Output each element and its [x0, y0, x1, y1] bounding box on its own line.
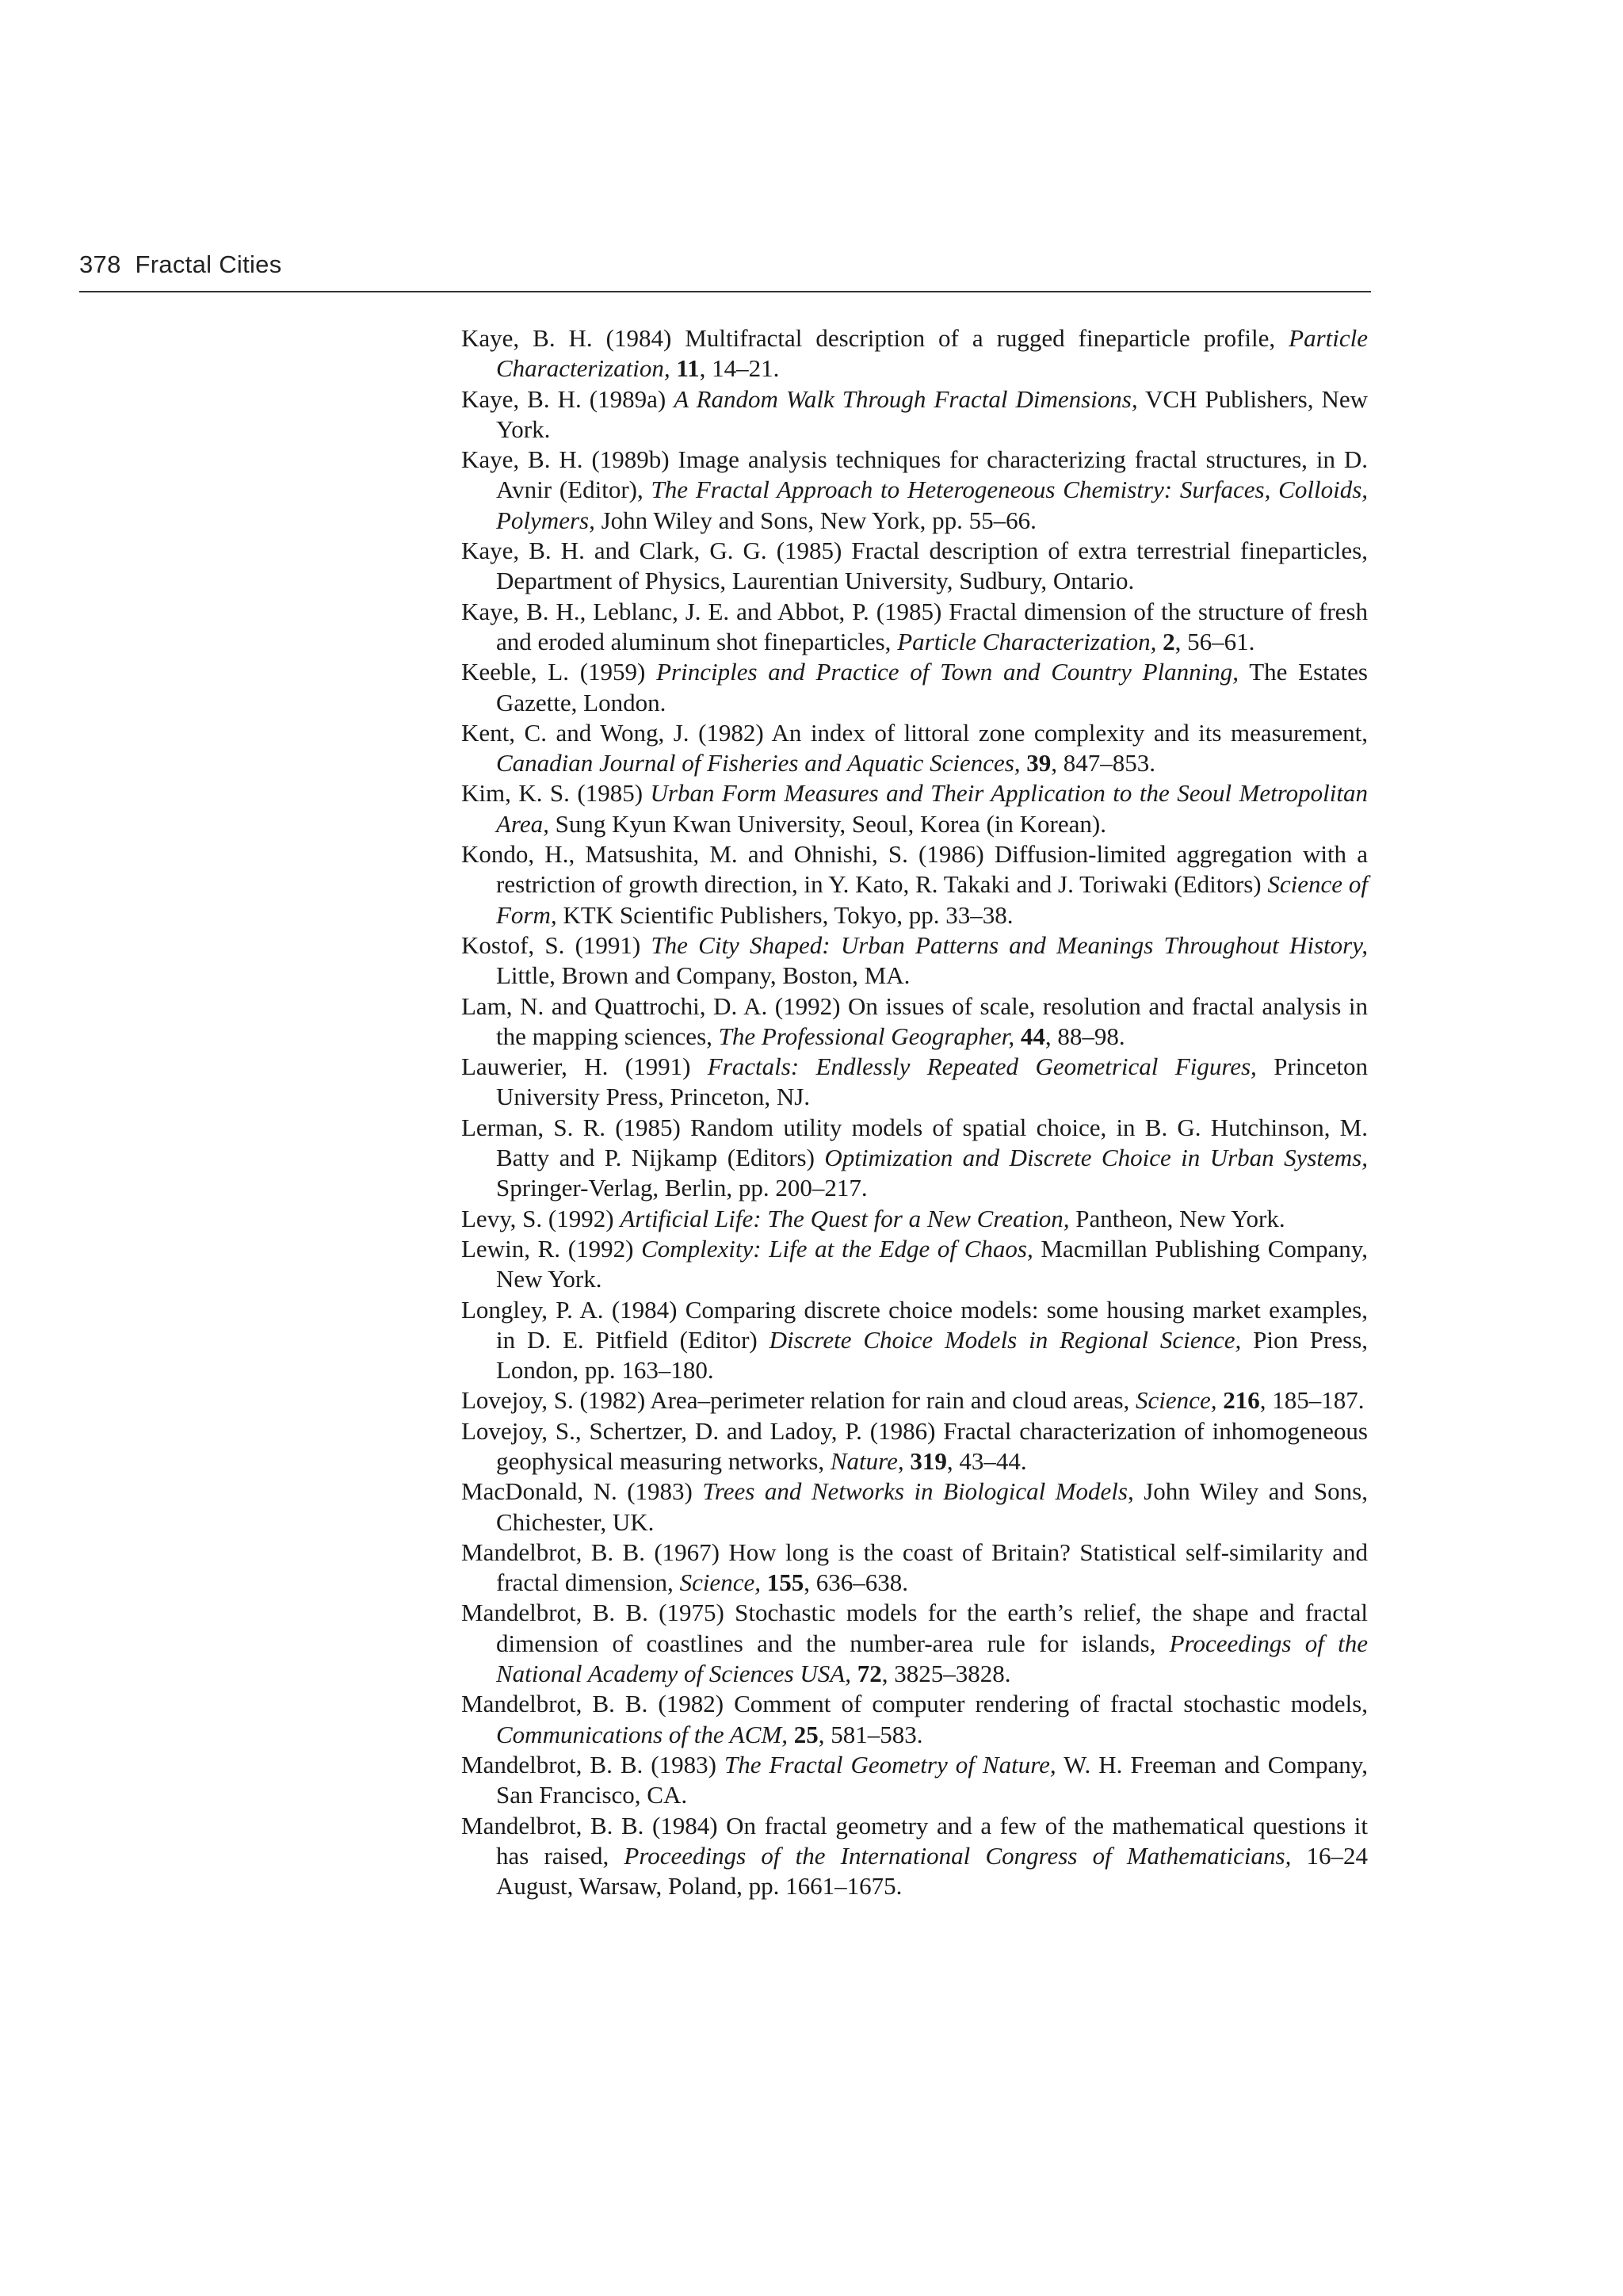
- reference-text: , 636–638.: [804, 1568, 908, 1597]
- reference-title: The City Shaped: Urban Patterns and Meanings Throughout History,: [651, 930, 1368, 959]
- reference-title: Urban Form Measures and Their Application to the Seoul Metropolitan Area,: [496, 779, 1369, 838]
- reference-title: Fractals: Endlessly Repeated Geometrical Figures,: [707, 1052, 1257, 1081]
- reference-entry: [461, 1477, 1368, 1538]
- reference-entry: [461, 1113, 1368, 1204]
- reference-text: Princeton University Press, Princeton, NJ.: [496, 1052, 1368, 1111]
- reference-title: The Fractal Geometry of Nature,: [724, 1750, 1056, 1778]
- reference-title: Proceedings of the International Congress of Mathematicians,: [624, 1841, 1292, 1870]
- reference-text: W. H. Freeman and Company, San Francisco, CA.: [496, 1750, 1368, 1809]
- reference-text: KTK Scientific Publishers, Tokyo, pp. 33–38.: [556, 900, 1014, 929]
- reference-entry: [461, 445, 1368, 536]
- reference-title: The Professional Geographer,: [718, 1022, 1015, 1050]
- reference-entry: [461, 384, 1368, 445]
- reference-text: Mandelbrot, B. B. (1967) How long is the coast of Britain? Statistical self-similarity and fractal dimension,: [461, 1538, 1368, 1597]
- reference-entry: [461, 323, 1368, 384]
- reference-text: Levy, S. (1992): [461, 1204, 621, 1232]
- reference-volume: 11: [676, 354, 700, 383]
- reference-text: Mandelbrot, B. B. (1982) Comment of computer rendering of fractal stochastic models,: [461, 1690, 1368, 1718]
- reference-entry: [461, 1689, 1368, 1750]
- reference-text: MacDonald, N. (1983): [461, 1477, 703, 1506]
- reference-text: Springer-Verlag, Berlin, pp. 200–217.: [496, 1174, 868, 1202]
- reference-volume: 72: [857, 1660, 882, 1688]
- reference-entry: [461, 657, 1368, 718]
- reference-text: John Wiley and Sons, New York, pp. 55–66.: [594, 506, 1037, 534]
- reference-text: [761, 1568, 767, 1596]
- reference-entry: [461, 778, 1368, 839]
- reference-text: Kent, C. and Wong, J. (1982) An index of littoral zone complexity and its measurement,: [461, 718, 1368, 747]
- reference-text: , 185–187.: [1259, 1386, 1365, 1415]
- reference-text: [788, 1721, 794, 1748]
- reference-text: Keeble, L. (1959): [461, 658, 657, 686]
- reference-text: , 43–44.: [946, 1446, 1027, 1475]
- reference-entry: [461, 1598, 1368, 1689]
- reference-text: Longley, P. A. (1984) Comparing discrete choice models: some housing market examples, in D. E. Pitfield (Editor): [461, 1295, 1368, 1354]
- reference-text: Lam, N. and Quattrochi, D. A. (1992) On issues of scale, resolution and fractal analysis in the mapping sciences,: [461, 991, 1368, 1050]
- reference-title: Principles and Practice of Town and Country Planning,: [656, 658, 1239, 686]
- reference-text: Kaye, B. H. (1989a): [461, 384, 674, 413]
- reference-text: Little, Brown and Company, Boston, MA.: [496, 961, 911, 990]
- reference-entry: [461, 1538, 1368, 1599]
- reference-text: , 88–98.: [1044, 1022, 1125, 1050]
- reference-volume: 25: [793, 1720, 819, 1748]
- reference-text: Lauwerier, H. (1991): [461, 1052, 708, 1081]
- reference-entry: [461, 1052, 1368, 1113]
- header-rule: [79, 291, 1371, 292]
- page-number: 378: [79, 250, 121, 278]
- reference-text: Lerman, S. R. (1985) Random utility models of spatial choice, in B. G. Hutchinson, M. Batty and P. Nijkamp (Editors): [461, 1113, 1368, 1172]
- reference-entry: [461, 991, 1368, 1052]
- reference-title: Particle Characterization,: [897, 627, 1157, 655]
- reference-entry: [461, 1204, 1368, 1234]
- reference-title: Communications of the ACM,: [496, 1720, 788, 1748]
- reference-title: Complexity: Life at the Edge of Chaos,: [641, 1234, 1033, 1263]
- reference-text: John Wiley and Sons, Chichester, UK.: [496, 1477, 1368, 1536]
- reference-entry: [461, 1811, 1368, 1902]
- reference-entry: [461, 1750, 1368, 1811]
- reference-entry: [461, 839, 1368, 930]
- reference-volume: 39: [1026, 749, 1052, 777]
- reference-entry: [461, 930, 1368, 991]
- reference-entry: [461, 718, 1368, 779]
- reference-text: Mandelbrot, B. B. (1984) On fractal geometry and a few of the mathematical questions it has raised,: [461, 1811, 1368, 1870]
- reference-text: Kim, K. S. (1985): [461, 779, 651, 808]
- reference-text: Sung Kyun Kwan University, Seoul, Korea (in Korean).: [548, 809, 1106, 838]
- reference-title: Science,: [1136, 1386, 1217, 1415]
- reference-text: , 56–61.: [1174, 627, 1255, 655]
- reference-title: Particle Characterization,: [496, 324, 1368, 383]
- reference-text: Lovejoy, S. (1982) Area–perimeter relation for rain and cloud areas,: [461, 1386, 1136, 1415]
- reference-text: Mandelbrot, B. B. (1983): [461, 1750, 724, 1778]
- reference-text: , 3825–3828.: [881, 1660, 1011, 1688]
- reference-text: Kostof, S. (1991): [461, 930, 651, 959]
- reference-text: Pion Press, London, pp. 163–180.: [496, 1325, 1369, 1385]
- reference-text: [1156, 628, 1163, 655]
- reference-title: Optimization and Discrete Choice in Urban Systems,: [824, 1144, 1368, 1172]
- reference-title: The Fractal Approach to Heterogeneous Chemistry: Surfaces, Colloids, Polymers,: [496, 476, 1369, 534]
- reference-title: Artificial Life: The Quest for a New Creation,: [620, 1204, 1070, 1232]
- reference-title: Discrete Choice Models in Regional Science,: [769, 1325, 1242, 1354]
- reference-text: Lovejoy, S., Schertzer, D. and Ladoy, P. (1986) Fractal characterization of inhomogeneous geophysical measuring networks,: [461, 1416, 1368, 1475]
- reference-text: , 14–21.: [699, 354, 780, 383]
- reference-volume: 44: [1020, 1022, 1045, 1050]
- reference-title: A Random Walk Through Fractal Dimensions,: [674, 384, 1138, 413]
- reference-title: Trees and Networks in Biological Models,: [702, 1477, 1134, 1506]
- reference-list: [461, 323, 1368, 1901]
- reference-text: Kaye, B. H., Leblanc, J. E. and Abbot, P. (1985) Fractal dimension of the structure of fresh and eroded aluminum shot fineparticles,: [461, 597, 1368, 655]
- reference-title: Canadian Journal of Fisheries and Aquatic Sciences,: [496, 749, 1021, 777]
- reference-entry: [461, 536, 1368, 597]
- reference-text: , 581–583.: [818, 1720, 923, 1748]
- reference-text: [1014, 1022, 1021, 1050]
- reference-entry: [461, 1295, 1368, 1386]
- reference-text: Lewin, R. (1992): [461, 1234, 642, 1263]
- reference-text: Kaye, B. H. (1984) Multifractal description of a rugged fineparticle profile,: [461, 324, 1289, 352]
- reference-entry: [461, 1416, 1368, 1477]
- reference-text: Kaye, B. H. (1989b) Image analysis techniques for characterizing fractal structures, in D. Avnir (Editor),: [461, 445, 1368, 504]
- reference-volume: 2: [1163, 627, 1175, 655]
- reference-title: Science of Form,: [496, 870, 1368, 929]
- running-head: [79, 250, 282, 279]
- reference-title: Proceedings of the National Academy of Sciences USA,: [496, 1629, 1368, 1688]
- reference-text: Macmillan Publishing Company, New York.: [496, 1234, 1368, 1293]
- reference-text: 16–24 August, Warsaw, Poland, pp. 1661–1675.: [496, 1841, 1369, 1901]
- reference-title: Science,: [679, 1568, 761, 1597]
- reference-entry: [461, 597, 1368, 658]
- running-title: Fractal Cities: [135, 250, 282, 278]
- reference-entry: [461, 1234, 1368, 1295]
- reference-text: Pantheon, New York.: [1069, 1204, 1285, 1232]
- reference-title: Nature,: [830, 1446, 904, 1475]
- reference-text: The Estates Gazette, London.: [496, 658, 1368, 716]
- reference-text: [851, 1660, 857, 1687]
- reference-text: VCH Publishers, New York.: [496, 384, 1368, 443]
- reference-entry: [461, 1385, 1368, 1415]
- reference-text: Kondo, H., Matsushita, M. and Ohnishi, S. (1986) Diffusion-limited aggregation with a restriction of growth direction, in Y. Kato, R. Takaki and J. Toriwaki (Editors): [461, 840, 1368, 899]
- reference-text: Kaye, B. H. and Clark, G. G. (1985) Fractal description of extra terrestrial fineparticles, Department of Physics, Laurentian University, Sudbury, Ontario.: [461, 537, 1368, 595]
- reference-volume: 216: [1223, 1386, 1260, 1415]
- reference-text: Mandelbrot, B. B. (1975) Stochastic models for the earth’s relief, the shape and fractal dimension of coastlines and the number-area rule for islands,: [461, 1599, 1368, 1657]
- reference-volume: 319: [910, 1446, 947, 1475]
- reference-text: , 847–853.: [1051, 749, 1156, 777]
- reference-volume: 155: [766, 1568, 804, 1597]
